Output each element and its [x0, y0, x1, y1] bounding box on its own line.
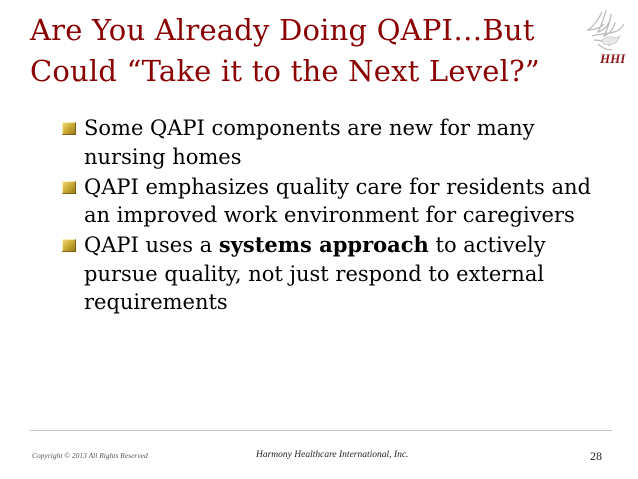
- bullet-text-3-pre: QAPI uses a: [84, 233, 219, 257]
- slide-title-line-1: Are You Already Doing QAPI…But: [30, 13, 535, 47]
- footer-copyright: Copyright © 2013 All Rights Reserved: [32, 451, 148, 460]
- page-number: 28: [590, 449, 602, 463]
- bullet-item-1: [62, 114, 592, 171]
- slide-title: [30, 10, 590, 92]
- bullet-text-3: [84, 231, 592, 317]
- bullet-text-3-emphasis: systems approach: [218, 232, 429, 257]
- slide-footer: [30, 430, 612, 469]
- gold-square-bullet-icon: [62, 122, 76, 135]
- footer-organization: Harmony Healthcare International, Inc.: [256, 450, 409, 460]
- gold-square-bullet-icon: [62, 239, 76, 252]
- bullet-text-2: QAPI emphasizes quality care for residents and an improved work environment for caregivers: [84, 174, 591, 227]
- bullet-text-1: Some QAPI components are new for many nursing homes: [84, 116, 535, 169]
- logo-text: HHI: [600, 51, 626, 66]
- bullet-text-3-post: to actively pursue quality, not just respond to external requirements: [84, 233, 546, 314]
- dove-logo-icon: [580, 6, 632, 66]
- bullet-item-3: [62, 231, 592, 317]
- bullet-item-2: [62, 173, 592, 230]
- slide-title-line-2: Could “Take it to the Next Level?”: [30, 54, 540, 88]
- gold-square-bullet-icon: [62, 181, 76, 194]
- bullet-list: [62, 114, 592, 318]
